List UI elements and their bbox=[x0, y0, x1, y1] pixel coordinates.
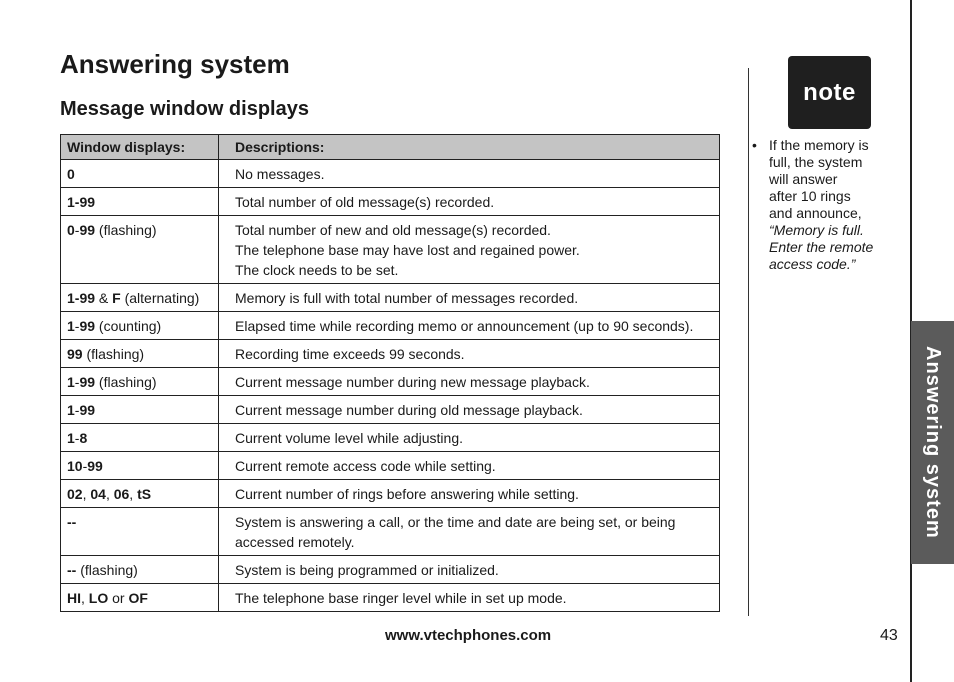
note-item bbox=[752, 137, 892, 273]
description-line: System is answering a call, or the time and date are being set, or being accessed remotely. bbox=[235, 514, 676, 550]
display-code: LO bbox=[88, 590, 109, 606]
note-quote-line: access code.” bbox=[769, 256, 856, 272]
side-tab-label: Answering system bbox=[922, 346, 944, 539]
display-code: -- bbox=[67, 514, 77, 530]
window-display-cell bbox=[61, 508, 219, 556]
description-line: The telephone base ringer level while in set up mode. bbox=[235, 590, 567, 606]
window-display-cell bbox=[61, 340, 219, 368]
window-display-cell bbox=[61, 216, 219, 284]
display-qualifier: - bbox=[74, 222, 80, 238]
display-qualifier: - bbox=[74, 402, 80, 418]
display-qualifier: (alternating) bbox=[120, 290, 200, 306]
window-display-cell bbox=[61, 452, 219, 480]
display-code: 1 bbox=[67, 374, 75, 390]
display-code: HI bbox=[67, 590, 81, 606]
display-qualifier: - bbox=[82, 458, 88, 474]
description-cell bbox=[219, 424, 720, 452]
description-line: No messages. bbox=[235, 166, 325, 182]
note-line: full, the system bbox=[769, 154, 863, 170]
description-cell bbox=[219, 396, 720, 424]
display-code: 99 bbox=[79, 318, 96, 334]
description-cell bbox=[219, 340, 720, 368]
table-row bbox=[61, 584, 720, 612]
note-line: and announce, bbox=[769, 205, 862, 221]
message-window-displays-table bbox=[60, 134, 720, 612]
display-qualifier: or bbox=[108, 590, 129, 606]
table-row bbox=[61, 480, 720, 508]
display-code: 8 bbox=[79, 430, 88, 446]
display-code: 04 bbox=[90, 486, 106, 502]
description-line: Recording time exceeds 99 seconds. bbox=[235, 346, 465, 362]
table-row bbox=[61, 396, 720, 424]
table-row bbox=[61, 424, 720, 452]
display-code: 99 bbox=[67, 346, 83, 362]
description-cell bbox=[219, 312, 720, 340]
section-title: Message window displays bbox=[60, 98, 309, 120]
table-row bbox=[61, 508, 720, 556]
display-code: 1 bbox=[67, 402, 75, 418]
description-line: Memory is full with total number of messages recorded. bbox=[235, 290, 579, 306]
description-line: Current message number during new message playback. bbox=[235, 374, 590, 390]
table-row bbox=[61, 216, 720, 284]
note-quote-line: Enter the remote bbox=[769, 239, 874, 255]
description-cell bbox=[219, 160, 720, 188]
description-cell bbox=[219, 480, 720, 508]
table-row bbox=[61, 368, 720, 396]
table-row bbox=[61, 188, 720, 216]
display-code: 0 bbox=[67, 222, 75, 238]
note-line: after 10 rings bbox=[769, 188, 851, 204]
window-display-cell bbox=[61, 284, 219, 312]
window-display-cell bbox=[61, 556, 219, 584]
note-line: If the memory is bbox=[769, 137, 869, 153]
note-list bbox=[752, 137, 892, 273]
table-body bbox=[61, 160, 720, 612]
description-line: Total number of old message(s) recorded. bbox=[235, 194, 495, 210]
page-number: 43 bbox=[880, 627, 898, 644]
description-line: Current number of rings before answering while setting. bbox=[235, 486, 579, 502]
display-qualifier: , bbox=[129, 486, 138, 502]
display-qualifier: (flashing) bbox=[76, 562, 138, 578]
description-cell bbox=[219, 284, 720, 312]
display-code: 02 bbox=[67, 486, 83, 502]
display-code: 99 bbox=[79, 222, 96, 238]
display-qualifier: & bbox=[95, 290, 113, 306]
display-code: tS bbox=[137, 486, 152, 502]
display-code: 0 bbox=[67, 166, 75, 182]
column-header-descriptions: Descriptions: bbox=[219, 135, 720, 160]
window-display-cell bbox=[61, 188, 219, 216]
bullet-icon: • bbox=[752, 137, 757, 153]
display-qualifier: (flashing) bbox=[82, 346, 145, 362]
note-line: will answer bbox=[769, 171, 838, 187]
table-row bbox=[61, 160, 720, 188]
page-title: Answering system bbox=[60, 49, 290, 79]
column-header-window-displays: Window displays: bbox=[61, 135, 219, 160]
display-qualifier: , bbox=[81, 590, 89, 606]
note-text bbox=[769, 137, 892, 222]
description-line: Current remote access code while setting. bbox=[235, 458, 496, 474]
column-divider bbox=[748, 68, 749, 616]
table-row bbox=[61, 312, 720, 340]
description-cell bbox=[219, 368, 720, 396]
description-line: Total number of new and old message(s) recorded. bbox=[235, 222, 551, 238]
display-code: F bbox=[112, 290, 121, 306]
window-display-cell bbox=[61, 312, 219, 340]
table-row bbox=[61, 452, 720, 480]
note-badge: note bbox=[788, 56, 871, 129]
description-cell bbox=[219, 556, 720, 584]
display-qualifier: , bbox=[105, 486, 114, 502]
description-cell bbox=[219, 216, 720, 284]
display-code: 99 bbox=[79, 374, 96, 390]
display-qualifier: - bbox=[74, 374, 80, 390]
display-code: 1 bbox=[67, 430, 75, 446]
display-qualifier: (flashing) bbox=[95, 222, 157, 238]
window-display-cell bbox=[61, 160, 219, 188]
display-code: 99 bbox=[87, 458, 103, 474]
display-qualifier: (flashing) bbox=[95, 374, 157, 390]
description-cell bbox=[219, 188, 720, 216]
window-display-cell bbox=[61, 584, 219, 612]
note-quote bbox=[769, 222, 892, 273]
description-line: The clock needs to be set. bbox=[235, 262, 399, 278]
description-line: Elapsed time while recording memo or announcement (up to 90 seconds). bbox=[235, 318, 694, 334]
description-cell bbox=[219, 508, 720, 556]
window-display-cell bbox=[61, 368, 219, 396]
description-line: System is being programmed or initialized. bbox=[235, 562, 499, 578]
display-qualifier: - bbox=[74, 318, 80, 334]
table-row bbox=[61, 556, 720, 584]
note-quote-line: “Memory is full. bbox=[769, 222, 864, 238]
display-code: 1 bbox=[67, 318, 75, 334]
window-display-cell bbox=[61, 424, 219, 452]
display-code: 1-99 bbox=[67, 290, 96, 306]
description-line: Current volume level while adjusting. bbox=[235, 430, 463, 446]
table-row bbox=[61, 284, 720, 312]
table-row bbox=[61, 340, 720, 368]
description-cell bbox=[219, 584, 720, 612]
description-line: The telephone base may have lost and regained power. bbox=[235, 242, 580, 258]
window-display-cell bbox=[61, 480, 219, 508]
display-qualifier: , bbox=[82, 486, 91, 502]
display-code: 10 bbox=[67, 458, 83, 474]
display-code: -- bbox=[67, 562, 77, 578]
display-code: 1-99 bbox=[67, 194, 96, 210]
display-code: 06 bbox=[113, 486, 130, 502]
side-tab bbox=[911, 321, 954, 564]
window-display-cell bbox=[61, 396, 219, 424]
table-header-row bbox=[61, 135, 720, 160]
display-qualifier: (counting) bbox=[95, 318, 162, 334]
display-code: 99 bbox=[79, 402, 96, 418]
display-code: OF bbox=[128, 590, 148, 606]
description-line: Current message number during old message playback. bbox=[235, 402, 583, 418]
description-cell bbox=[219, 452, 720, 480]
footer-website: www.vtechphones.com bbox=[385, 627, 552, 644]
display-qualifier: - bbox=[74, 430, 80, 446]
